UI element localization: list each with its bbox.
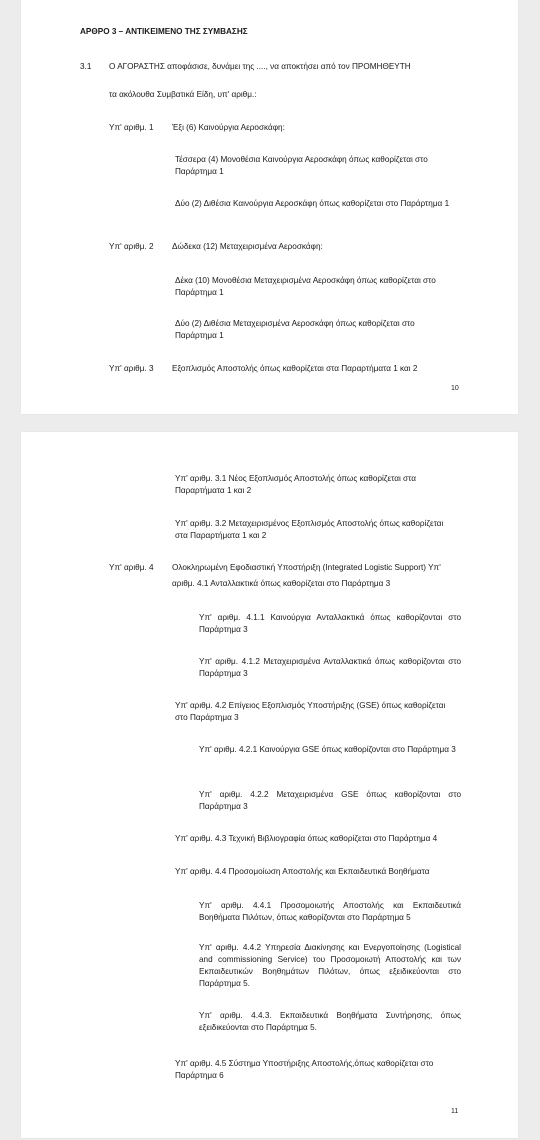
item-4-4-3: Υπ' αριθμ. 4.4.3. Εκπαιδευτικά Βοηθήματα Συντήρησης, όπως εξειδικεύονται στο Παράρτημα 5.: [199, 1011, 461, 1032]
item-4-2-1: Υπ' αριθμ. 4.2.1 Καινούργια GSE όπως καθορίζονται στο Παράρτημα 3: [199, 745, 456, 754]
item-4-4-2: Υπ' αριθμ. 4.4.2 Υπηρεσία Διακίνησης και Ενεργοποίησης (Logistical and commissioning Service) του Προσομοιωτή Αποστολής και των Εκπαιδευτικών Βοηθημάτων Πιλότων, όπως εξειδικεύονται στο Παράρτημα 5.: [199, 943, 461, 988]
item-1-text: Έξι (6) Καινούργια Αεροσκάφη:: [172, 123, 285, 132]
item-4-label: Υπ' αριθμ. 4: [109, 563, 154, 572]
item-3-2: Υπ' αριθμ. 3.2 Μεταχειρισμένος Εξοπλισμός Αποστολής όπως καθορίζεται στα Παραρτήματα 1 και 2: [175, 519, 444, 540]
clause-text-continued: τα ακόλουθα Συμβατικά Είδη, υπ' αριθμ.:: [109, 90, 257, 99]
document-page-10: [21, 0, 518, 414]
article-heading: ΑΡΘΡΟ 3 – ΑΝΤΙΚΕΙΜΕΝΟ ΤΗΣ ΣΥΜΒΑΣΗΣ: [80, 27, 248, 36]
item-2-sub-2: Δύο (2) Διθέσια Μεταχειρισμένα Αεροσκάφη όπως καθορίζεται στο Παράρτημα 1: [175, 319, 415, 340]
item-4-2: Υπ' αριθμ. 4.2 Επίγειος Εξοπλισμός Υποστήριξης (GSE) όπως καθορίζεται στο Παράρτημα 3: [175, 701, 446, 722]
item-3-text: Εξοπλισμός Αποστολής όπως καθορίζεται στα Παραρτήματα 1 και 2: [172, 364, 418, 373]
item-4-3: Υπ' αριθμ. 4.3 Τεχνική Βιβλιογραφία όπως καθορίζεται στο Παράρτημα 4: [175, 834, 438, 843]
page-number: 10: [451, 385, 459, 392]
item-1-sub-2: Δύο (2) Διθέσια Καινούργια Αεροσκάφη όπως καθορίζεται στο Παράρτημα 1: [175, 199, 450, 208]
item-2-text: Δώδεκα (12) Μεταχειρισμένα Αεροσκάφη:: [172, 242, 323, 251]
clause-text: Ο ΑΓΟΡΑΣΤΗΣ αποφάσισε, δυνάμει της ...., να αποκτήσει από τον ΠΡΟΜΗΘΕΥΤΗ: [109, 62, 411, 71]
page-number: 11: [451, 1108, 459, 1115]
item-4-5: Υπ' αριθμ. 4.5 Σύστημα Υποστήριξης Αποστολής,όπως καθορίζεται στο Παράρτημα 6: [175, 1059, 434, 1080]
item-2-label: Υπ' αριθμ. 2: [109, 242, 154, 251]
item-4-1-2: Υπ' αριθμ. 4.1.2 Μεταχειρισμένα Ανταλλακτικά όπως καθορίζονται στο Παράρτημα 3: [199, 657, 461, 678]
item-4-2-2: Υπ' αριθμ. 4.2.2 Μεταχειρισμένα GSE όπως καθορίζονται στο Παράρτημα 3: [199, 790, 461, 811]
item-1-label: Υπ' αριθμ. 1: [109, 123, 154, 132]
item-3-label: Υπ' αριθμ. 3: [109, 364, 154, 373]
item-4-4: Υπ' αριθμ. 4.4 Προσομοίωση Αποστολής και Εκπαιδευτικά Βοηθήματα: [175, 867, 430, 876]
clause-number: 3.1: [80, 62, 92, 71]
item-4-text: Ολοκληρωμένη Εφοδιαστική Υποστήριξη (Integrated Logistic Support) Υπ': [172, 563, 441, 572]
document-page-11: [21, 432, 518, 1138]
item-1-sub-1: Τέσσερα (4) Μονοθέσια Καινούργια Αεροσκάφη όπως καθορίζεται στο Παράρτημα 1: [175, 155, 428, 176]
item-4-4-1: Υπ' αριθμ. 4.4.1 Προσομοιωτής Αποστολής και Εκπαιδευτικά Βοηθήματα Πιλότων, όπως καθορίζονται στο Παράρτημα 5: [199, 901, 461, 922]
item-2-sub-1: Δέκα (10) Μονοθέσια Μεταχειρισμένα Αεροσκάφη όπως καθορίζεται στο Παράρτημα 1: [175, 276, 436, 297]
item-3-1: Υπ' αριθμ. 3.1 Νέος Εξοπλισμός Αποστολής όπως καθορίζεται στα Παραρτήματα 1 και 2: [175, 474, 416, 495]
item-4-1-1: Υπ' αριθμ. 4.1.1 Καινούργια Ανταλλακτικά όπως καθορίζονται στο Παράρτημα 3: [199, 613, 461, 634]
item-4-1: αριθμ. 4.1 Ανταλλακτικά όπως καθορίζεται στο Παράρτημα 3: [172, 579, 391, 588]
